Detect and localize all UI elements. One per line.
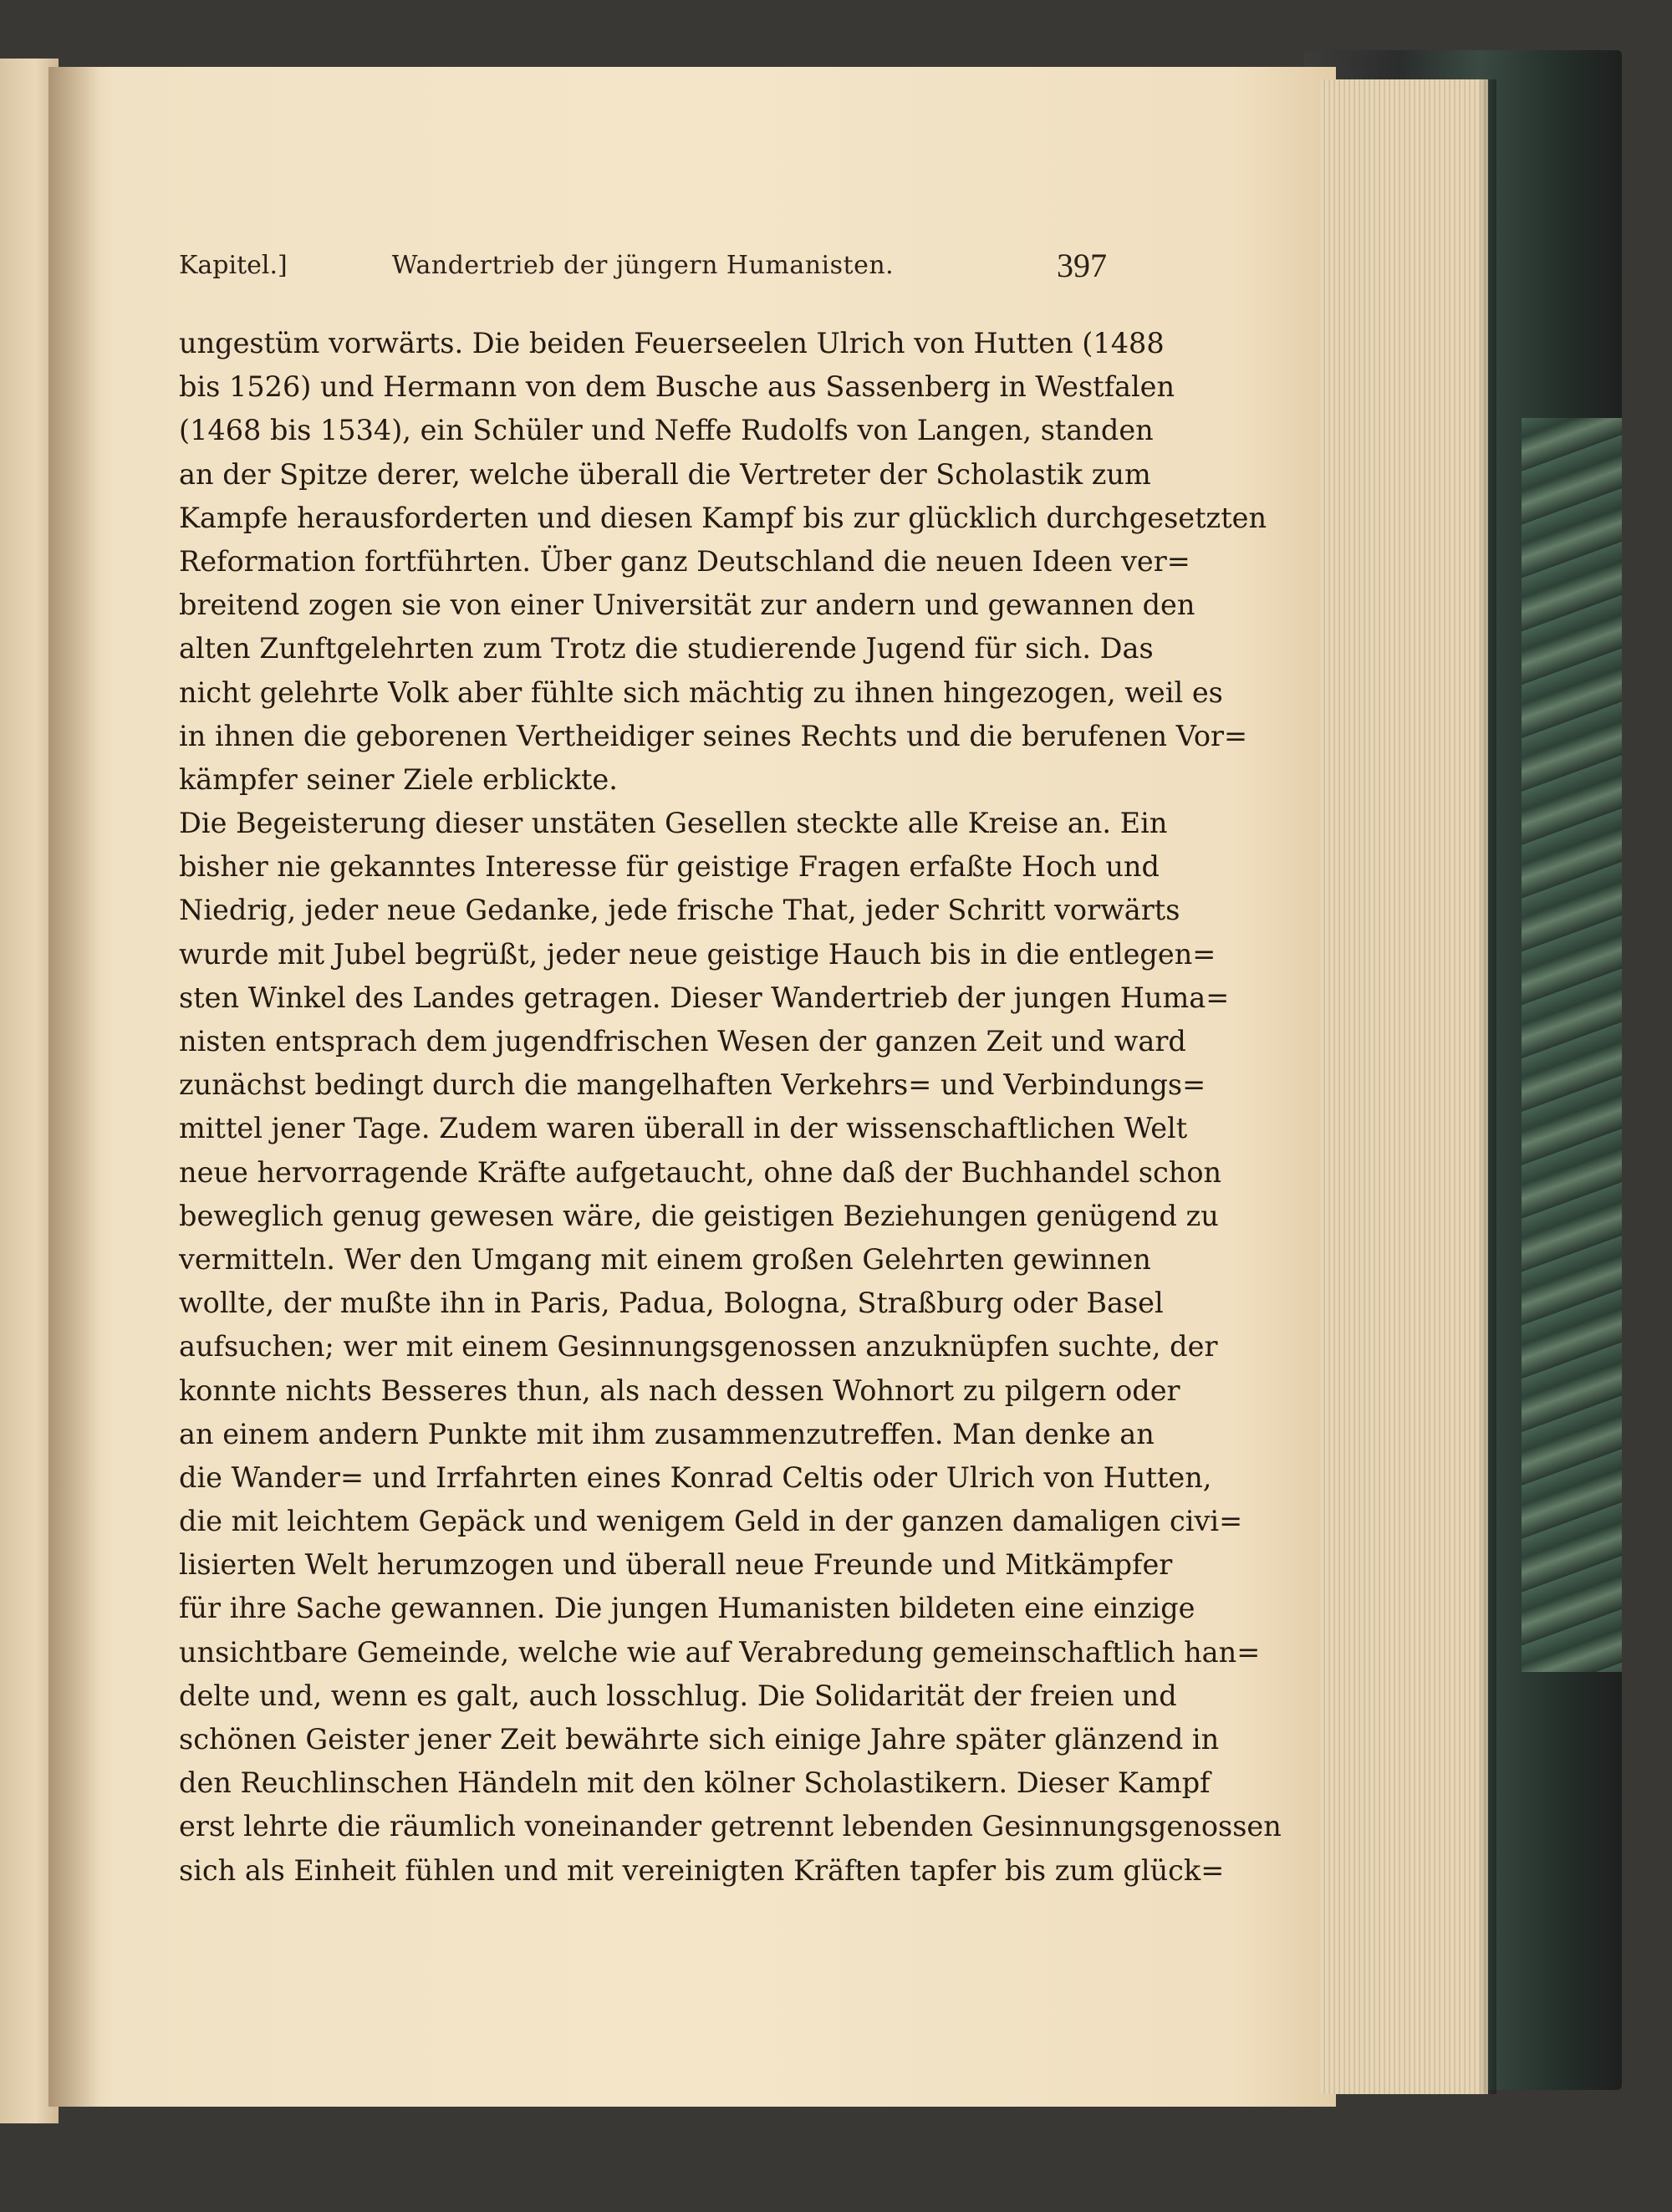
text-line: vermitteln. Wer den Umgang mit einem großen Gelehrten gewinnen xyxy=(179,1242,1151,1276)
text-line: zunächst bedingt durch die mangelhaften Verkehrs= und Verbindungs= xyxy=(179,1068,1206,1102)
page-stack-edges xyxy=(1321,79,1488,2094)
text-line: nicht gelehrte Volk aber fühlte sich mächtig zu ihnen hingezogen, weil es xyxy=(179,675,1223,709)
text-line: lisierten Welt herumzogen und überall neue Freunde und Mitkämpfer xyxy=(179,1548,1173,1582)
text-line: beweglich genug gewesen wäre, die geistigen Beziehungen genügend zu xyxy=(179,1199,1219,1232)
text-line: wurde mit Jubel begrüßt, jeder neue geistige Hauch bis in die entlegen= xyxy=(179,937,1216,971)
text-line: wollte, der mußte ihn in Paris, Padua, Bologna, Straßburg oder Basel xyxy=(179,1287,1164,1320)
text-line: nisten entsprach dem jugendfrischen Wesen der ganzen Zeit und ward xyxy=(179,1025,1186,1058)
chapter-label: Kapitel.] xyxy=(179,251,288,280)
text-line: bisher nie gekanntes Interesse für geistige Fragen erfaßte Hoch und xyxy=(179,850,1160,884)
text-line: an der Spitze derer, welche überall die Vertreter der Scholastik zum xyxy=(179,457,1151,491)
text-line: konnte nichts Besseres thun, als nach dessen Wohnort zu pilgern oder xyxy=(179,1374,1180,1407)
text-line: sich als Einheit fühlen und mit vereinigten Kräften tapfer bis zum glück= xyxy=(179,1853,1225,1887)
text-line: ungestüm vorwärts. Die beiden Feuerseelen Ulrich von Hutten (1488 xyxy=(179,327,1165,359)
text-line: sten Winkel des Landes getragen. Dieser Wandertrieb der jungen Huma= xyxy=(179,981,1230,1014)
page-stack-shadow xyxy=(1480,79,1496,2094)
text-line: in ihnen die geborenen Vertheidiger seines Rechts und die berufenen Vor= xyxy=(179,719,1248,752)
text-line: Kampfe herausforderten und diesen Kampf bis zur glücklich durchgesetzten xyxy=(179,501,1267,534)
marbled-cover-edge xyxy=(1522,418,1622,1672)
text-line: Niedrig, jeder neue Gedanke, jede frische That, jeder Schritt vorwärts xyxy=(179,894,1180,927)
text-line: kämpfer seiner Ziele erblickte. xyxy=(179,762,618,796)
text-line: breitend zogen sie von einer Universität zur andern und gewannen den xyxy=(179,589,1195,622)
text-line: den Reuchlinschen Händeln mit den kölner Scholastikern. Dieser Kampf xyxy=(179,1766,1211,1800)
running-header xyxy=(179,247,1107,293)
text-line: an einem andern Punkte mit ihm zusammenzutreffen. Man denke an xyxy=(179,1417,1155,1450)
text-line: schönen Geister jener Zeit bewährte sich einige Jahre später glänzend in xyxy=(179,1723,1220,1756)
text-line: die Wander= und Irrfahrten eines Konrad Celtis oder Ulrich von Hutten, xyxy=(179,1460,1212,1494)
text-line: aufsuchen; wer mit einem Gesinnungsgenossen anzuknüpfen suchte, der xyxy=(179,1330,1218,1363)
text-line: Die Begeisterung dieser unstäten Gesellen steckte alle Kreise an. Ein xyxy=(179,807,1168,840)
text-line: bis 1526) und Hermann von dem Busche aus Sassenberg in Westfalen xyxy=(179,370,1175,404)
text-line: Reformation fortführten. Über ganz Deutschland die neuen Ideen ver= xyxy=(179,544,1190,578)
text-line: unsichtbare Gemeinde, welche wie auf Verabredung gemeinschaftlich han= xyxy=(179,1635,1261,1669)
text-line: für ihre Sache gewannen. Die jungen Humanisten bildeten eine einzige xyxy=(179,1592,1195,1625)
text-line: (1468 bis 1534), ein Schüler und Neffe Rudolfs von Langen, standen xyxy=(179,414,1154,447)
text-line: neue hervorragende Kräfte aufgetaucht, ohne daß der Buchhandel schon xyxy=(179,1155,1222,1189)
text-line: die mit leichtem Gepäck und wenigem Geld in der ganzen damaligen civi= xyxy=(179,1505,1243,1538)
text-line: mittel jener Tage. Zudem waren überall in der wissenschaftlichen Welt xyxy=(179,1112,1188,1145)
body-text xyxy=(179,322,1282,1893)
page-number: 397 xyxy=(1057,247,1107,284)
running-title: Wandertrieb der jüngern Humanisten. xyxy=(391,251,895,280)
gutter-shadow xyxy=(48,67,99,2107)
text-line: alten Zunftgelehrten zum Trotz die studierende Jugend für sich. Das xyxy=(179,632,1154,665)
text-line: delte und, wenn es galt, auch losschlug. Die Solidarität der freien und xyxy=(179,1679,1177,1712)
text-line: erst lehrte die räumlich voneinander getrennt lebenden Gesinnungsgenossen xyxy=(179,1810,1282,1843)
